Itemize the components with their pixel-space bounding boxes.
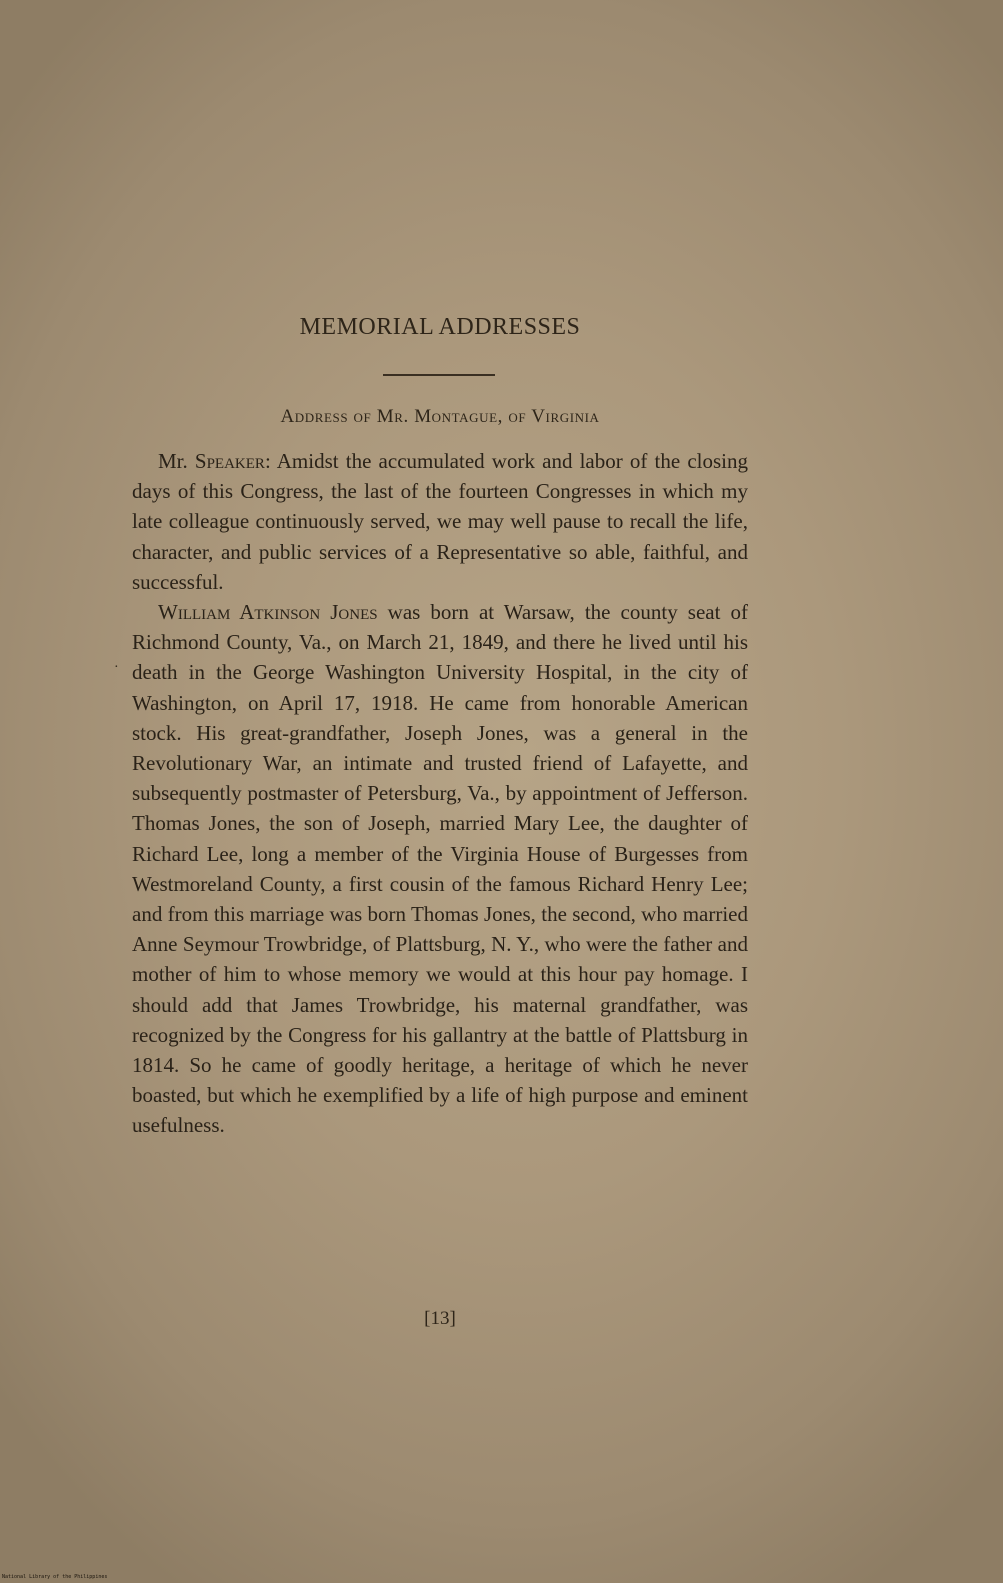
title-divider [383, 374, 495, 376]
speaker-prefix: Mr. [158, 449, 195, 473]
speaker-smallcaps: Speaker [194, 449, 265, 473]
page-number: [13] [424, 1308, 456, 1329]
footer-credit: National Library of the Philippines [2, 1574, 108, 1580]
paragraph-1-text: : Amidst the accumulated work and labor of the closing days of this Congress, the last of the fourteen Congresses in which my late colleague continuously served, we may well pause to recall the life, character, and public services of a Representative so able, faithful, and successful. [132, 449, 748, 594]
name-smallcaps: William Atkinson Jones [158, 600, 378, 625]
body-text [132, 446, 748, 1141]
paragraph-1 [132, 446, 748, 597]
address-heading: Address of Mr. Montague, of Virginia [280, 406, 600, 427]
margin-mark: · [114, 660, 119, 675]
page-title: MEMORIAL ADDRESSES [299, 314, 581, 340]
paragraph-2-text: was born at Warsaw, the county seat of Richmond County, Va., on March 21, 1849, and there he lived until his death in the George Washington University Hospital, in the city of Washington, on April 17, 1918. He came from honorable American stock. His great-grandfather, Joseph Jones, was a general in the Revolutionary War, an intimate and trusted friend of Lafayette, and subsequently postmaster of Petersburg, Va., by appointment of Jefferson. Thomas Jones, the son of Joseph, married Mary Lee, the daughter of Richard Lee, long a member of the Virginia House of Burgesses from Westmoreland County, a first cousin of the famous Richard Henry Lee; and from this marriage was born Thomas Jones, the second, who married Anne Seymour Trowbridge, of Plattsburg, N. Y., who were the father and mother of him to whose memory we would at this hour pay homage. I should add that James Trowbridge, his maternal grandfather, was recognized by the Congress for his gallantry at the battle of Plattsburg in 1814. So he came of goodly heritage, a heritage of which he never boasted, but which he exemplified by a life of high purpose and eminent usefulness. [132, 600, 748, 1138]
paragraph-2 [132, 597, 748, 1141]
